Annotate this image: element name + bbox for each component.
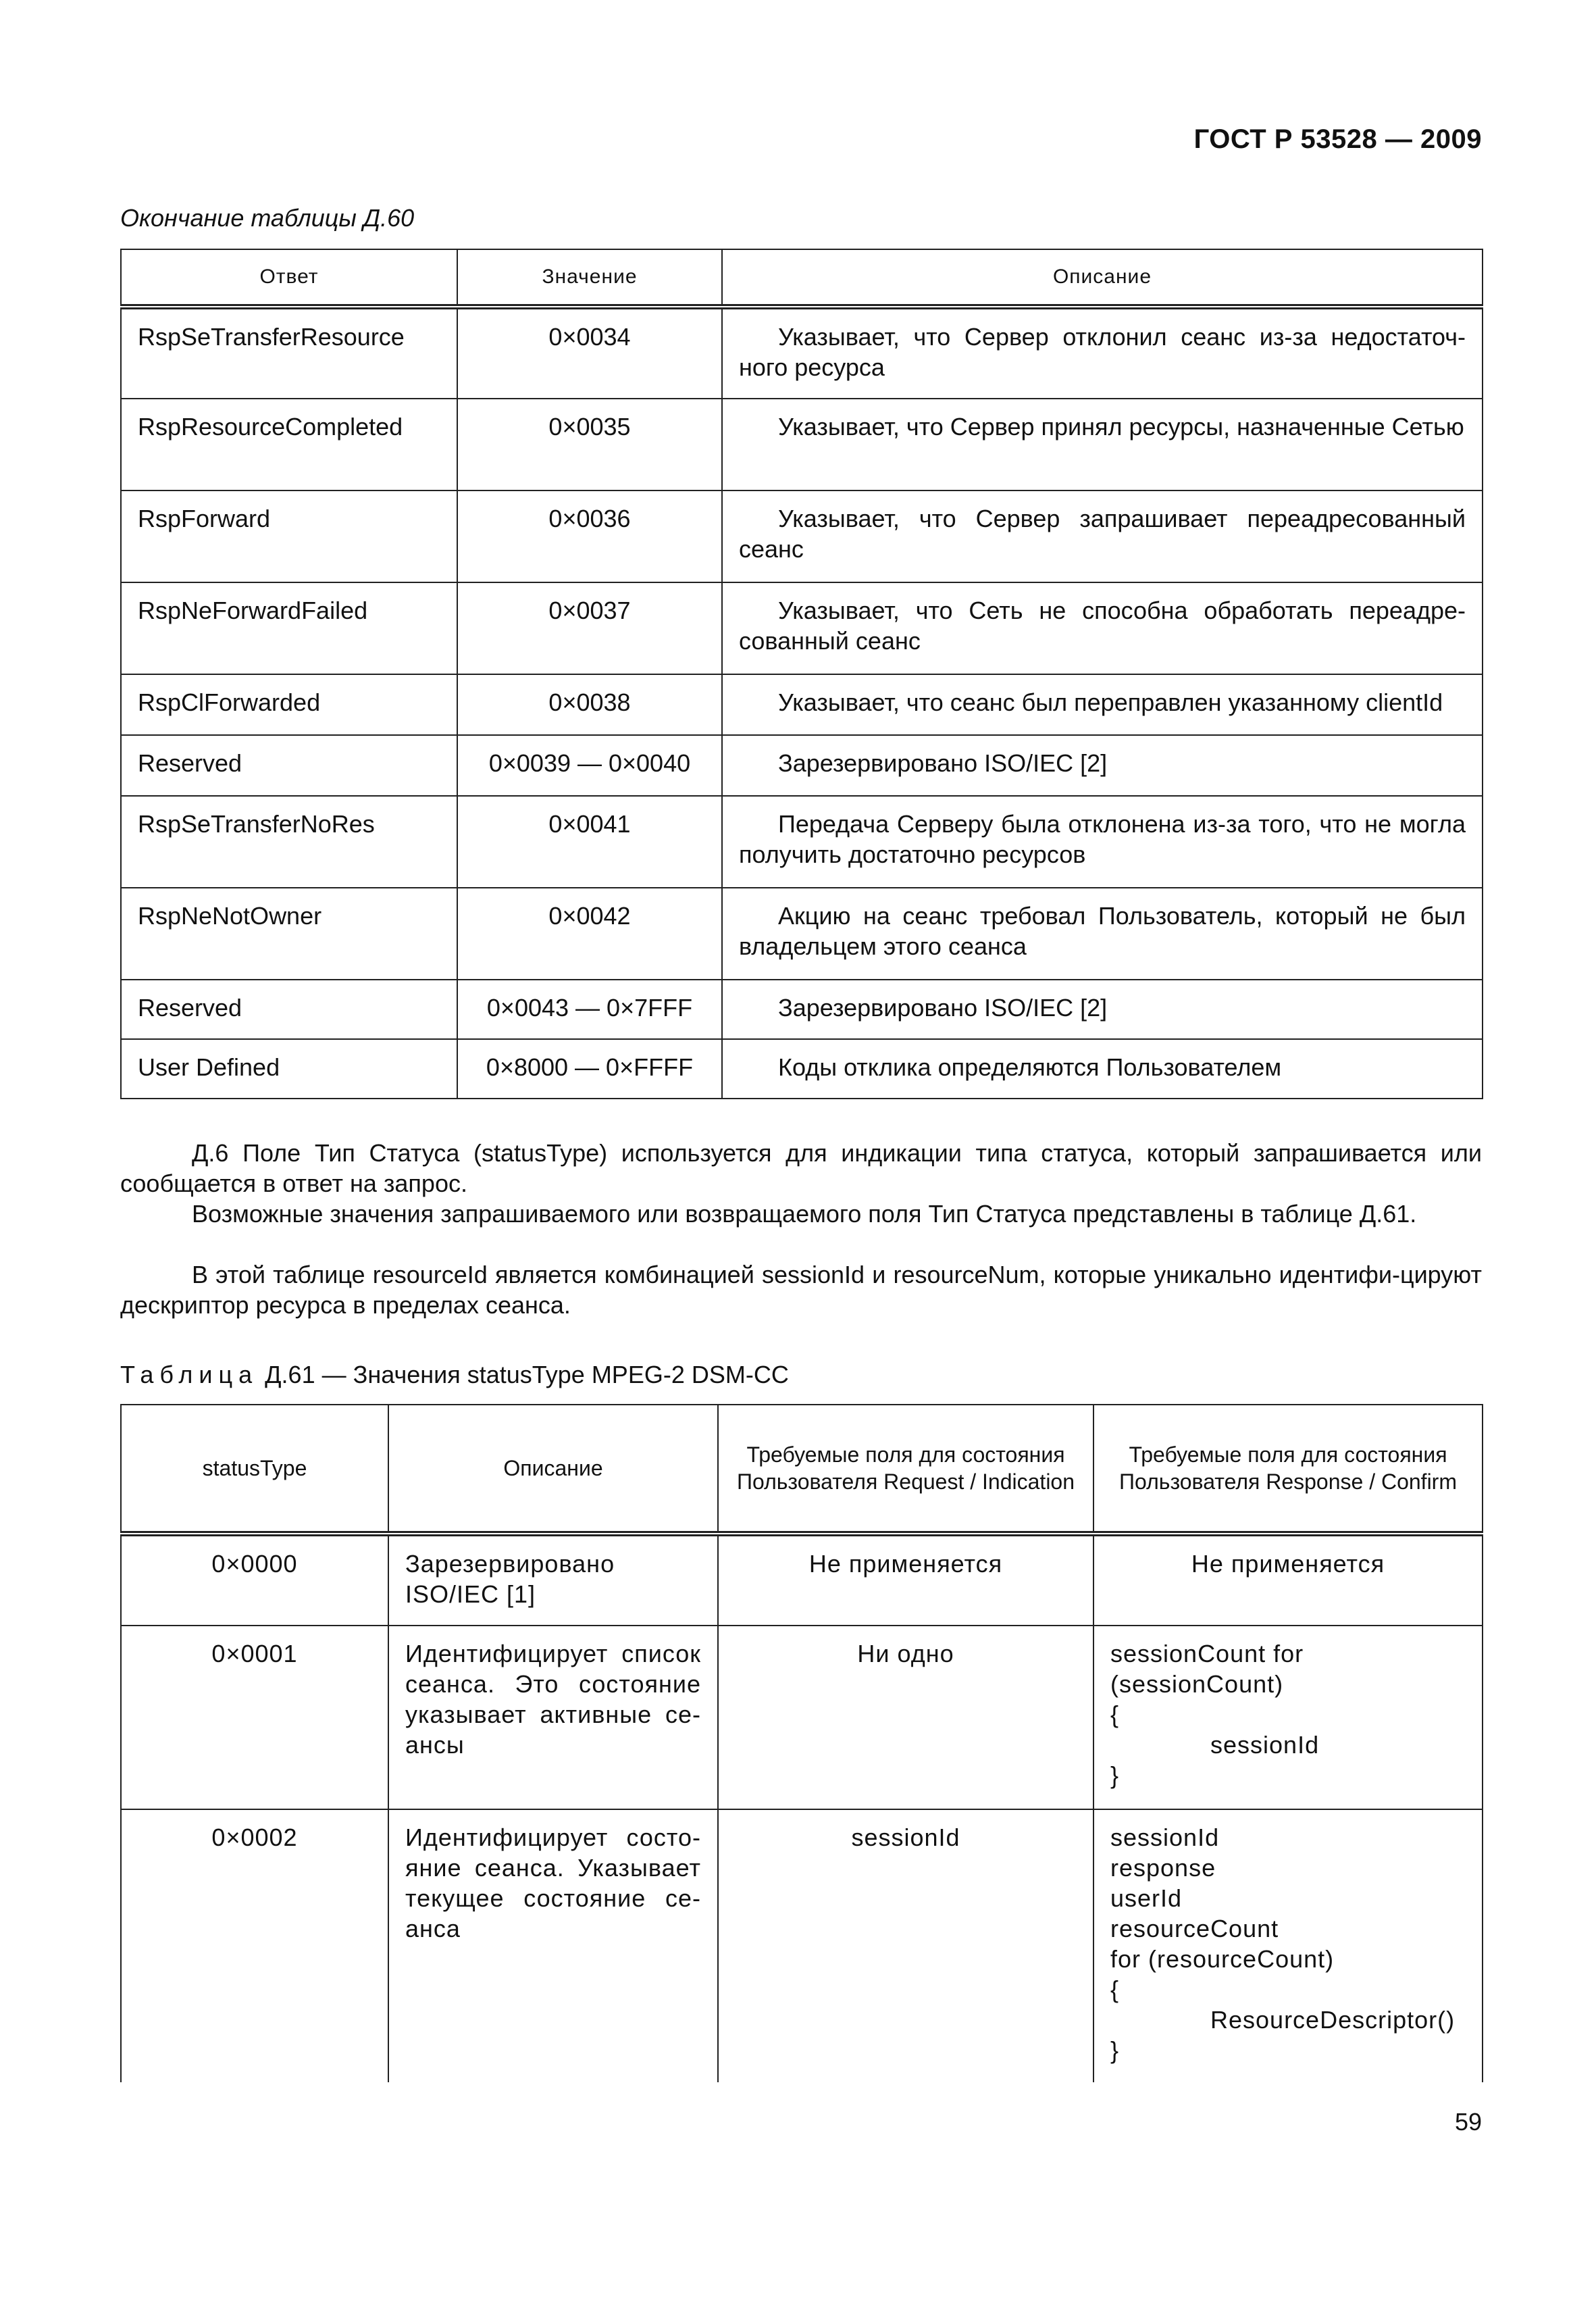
request-indication-cell: sessionId — [718, 1809, 1093, 2082]
request-indication-cell: Не применяется — [718, 1534, 1093, 1626]
column-header: Требуемые поля для состояния Пользователя Response / Confirm — [1093, 1405, 1483, 1534]
response-confirm-line: } — [1110, 1761, 1120, 1789]
table-row — [121, 796, 1483, 888]
description-cell: Зарезервировано ISO/IEC [1] — [388, 1534, 718, 1626]
response-confirm-line: userId — [1110, 1884, 1183, 1912]
response-cell: Reserved — [121, 980, 457, 1039]
table-row — [121, 1534, 1483, 1626]
value-cell: 0×0036 — [457, 491, 722, 582]
column-header: Описание — [722, 249, 1483, 307]
column-header: Описание — [388, 1405, 718, 1534]
response-cell: RspSeTransferNoRes — [121, 796, 457, 888]
status-type-cell: 0×0002 — [121, 1809, 388, 2082]
response-confirm-line: sessionId — [1110, 1823, 1220, 1851]
paragraph-values: Возможные значения запрашиваемого или возвращаемого поля Тип Статуса представлены в таблице Д.61. — [192, 1200, 1417, 1228]
response-confirm-line: resourceCount — [1110, 1915, 1279, 1942]
response-confirm-line: sessionCount for — [1110, 1640, 1304, 1667]
description-cell: Коды отклика определяются Пользователем — [722, 1039, 1483, 1099]
description-cell: Указывает, что сеанс был переправлен указанному clientId — [722, 674, 1483, 735]
response-confirm-cell — [1093, 1534, 1483, 1626]
response-cell: Reserved — [121, 735, 457, 796]
value-cell: 0×8000 — 0×FFFF — [457, 1039, 722, 1099]
value-cell: 0×0034 — [457, 307, 722, 399]
table-row — [121, 735, 1483, 796]
response-confirm-cell — [1093, 1809, 1483, 2082]
response-cell: User Defined — [121, 1039, 457, 1099]
description-cell: Указывает, что Сеть не способна обработать переадре-сованный сеанс — [722, 582, 1483, 674]
description-cell: Зарезервировано ISO/IEC [2] — [722, 735, 1483, 796]
description-cell: Указывает, что Сервер запрашивает переадресованный сеанс — [722, 491, 1483, 582]
request-indication-cell: Ни одно — [718, 1626, 1093, 1809]
description-cell: Идентифицирует список сеанса. Это состояние указывает активные се-ансы — [388, 1626, 718, 1809]
response-cell: RspForward — [121, 491, 457, 582]
response-confirm-line: for (resourceCount) — [1110, 1945, 1335, 1973]
table-caption — [120, 1361, 789, 1389]
response-confirm-line: sessionId — [1210, 1731, 1320, 1759]
column-header: Ответ — [121, 249, 457, 307]
paragraph-d6: Д.6 Поле Тип Статуса (statusType) используется для индикации типа статуса, который запрашивается или сообщается в ответ на запрос. — [120, 1139, 1482, 1197]
value-cell: 0×0042 — [457, 888, 722, 980]
response-confirm-line: Не применяется — [1191, 1550, 1385, 1578]
page-number: 59 — [1454, 2108, 1482, 2136]
table-row — [121, 307, 1483, 399]
standard-designation: ГОСТ Р 53528 — 2009 — [1193, 124, 1482, 154]
table-row — [121, 491, 1483, 582]
value-cell: 0×0041 — [457, 796, 722, 888]
table-row — [121, 1809, 1483, 2082]
response-confirm-line: { — [1110, 1976, 1120, 2003]
table-row — [121, 399, 1483, 491]
description-cell: Идентифицирует состо-яние сеанса. Указывает текущее состояние се-анса — [388, 1809, 718, 2082]
description-cell: Акцию на сеанс требовал Пользователь, который не был владельцем этого сеанса — [722, 888, 1483, 980]
table-header-row — [121, 1405, 1483, 1534]
response-confirm-cell — [1093, 1626, 1483, 1809]
table-row — [121, 980, 1483, 1039]
response-codes-table — [120, 249, 1483, 1099]
status-type-cell: 0×0000 — [121, 1534, 388, 1626]
response-confirm-line: (sessionCount) — [1110, 1670, 1284, 1698]
table-continuation-label: Окончание таблицы Д.60 — [120, 204, 415, 232]
table-caption-title: Д.61 — Значения statusType MPEG-2 DSM-CC — [265, 1361, 789, 1388]
response-confirm-line: response — [1110, 1854, 1216, 1882]
status-type-table — [120, 1404, 1483, 2082]
column-header: statusType — [121, 1405, 388, 1534]
response-cell: RspNeForwardFailed — [121, 582, 457, 674]
response-cell: RspResourceCompleted — [121, 399, 457, 491]
table-caption-prefix: Таблица — [120, 1361, 259, 1388]
description-cell: Зарезервировано ISO/IEC [2] — [722, 980, 1483, 1039]
description-cell: Указывает, что Сервер принял ресурсы, назначенные Сетью — [722, 399, 1483, 491]
value-cell: 0×0039 — 0×0040 — [457, 735, 722, 796]
value-cell: 0×0035 — [457, 399, 722, 491]
value-cell: 0×0043 — 0×7FFF — [457, 980, 722, 1039]
table-row — [121, 1039, 1483, 1099]
column-header: Значение — [457, 249, 722, 307]
column-header: Требуемые поля для состояния Пользователя Request / Indication — [718, 1405, 1093, 1534]
response-confirm-line: } — [1110, 2036, 1120, 2064]
table-header-row — [121, 249, 1483, 307]
status-type-cell: 0×0001 — [121, 1626, 388, 1809]
table-row — [121, 1626, 1483, 1809]
paragraph-resourceid: В этой таблице resourceId является комбинацией sessionId и resourceNum, которые уникально идентифи-цируют дескриптор ресурса в пределах сеанса. — [120, 1261, 1482, 1319]
response-cell: RspClForwarded — [121, 674, 457, 735]
table-row — [121, 582, 1483, 674]
response-confirm-line: { — [1110, 1701, 1120, 1728]
table-row — [121, 674, 1483, 735]
table-row — [121, 888, 1483, 980]
description-cell: Передача Серверу была отклонена из-за того, что не могла получить достаточно ресурсов — [722, 796, 1483, 888]
value-cell: 0×0037 — [457, 582, 722, 674]
description-cell: Указывает, что Сервер отклонил сеанс из-за недостаточ-ного ресурса — [722, 307, 1483, 399]
value-cell: 0×0038 — [457, 674, 722, 735]
response-cell: RspSeTransferResource — [121, 307, 457, 399]
response-cell: RspNeNotOwner — [121, 888, 457, 980]
response-confirm-line: ResourceDescriptor() — [1210, 2006, 1456, 2034]
